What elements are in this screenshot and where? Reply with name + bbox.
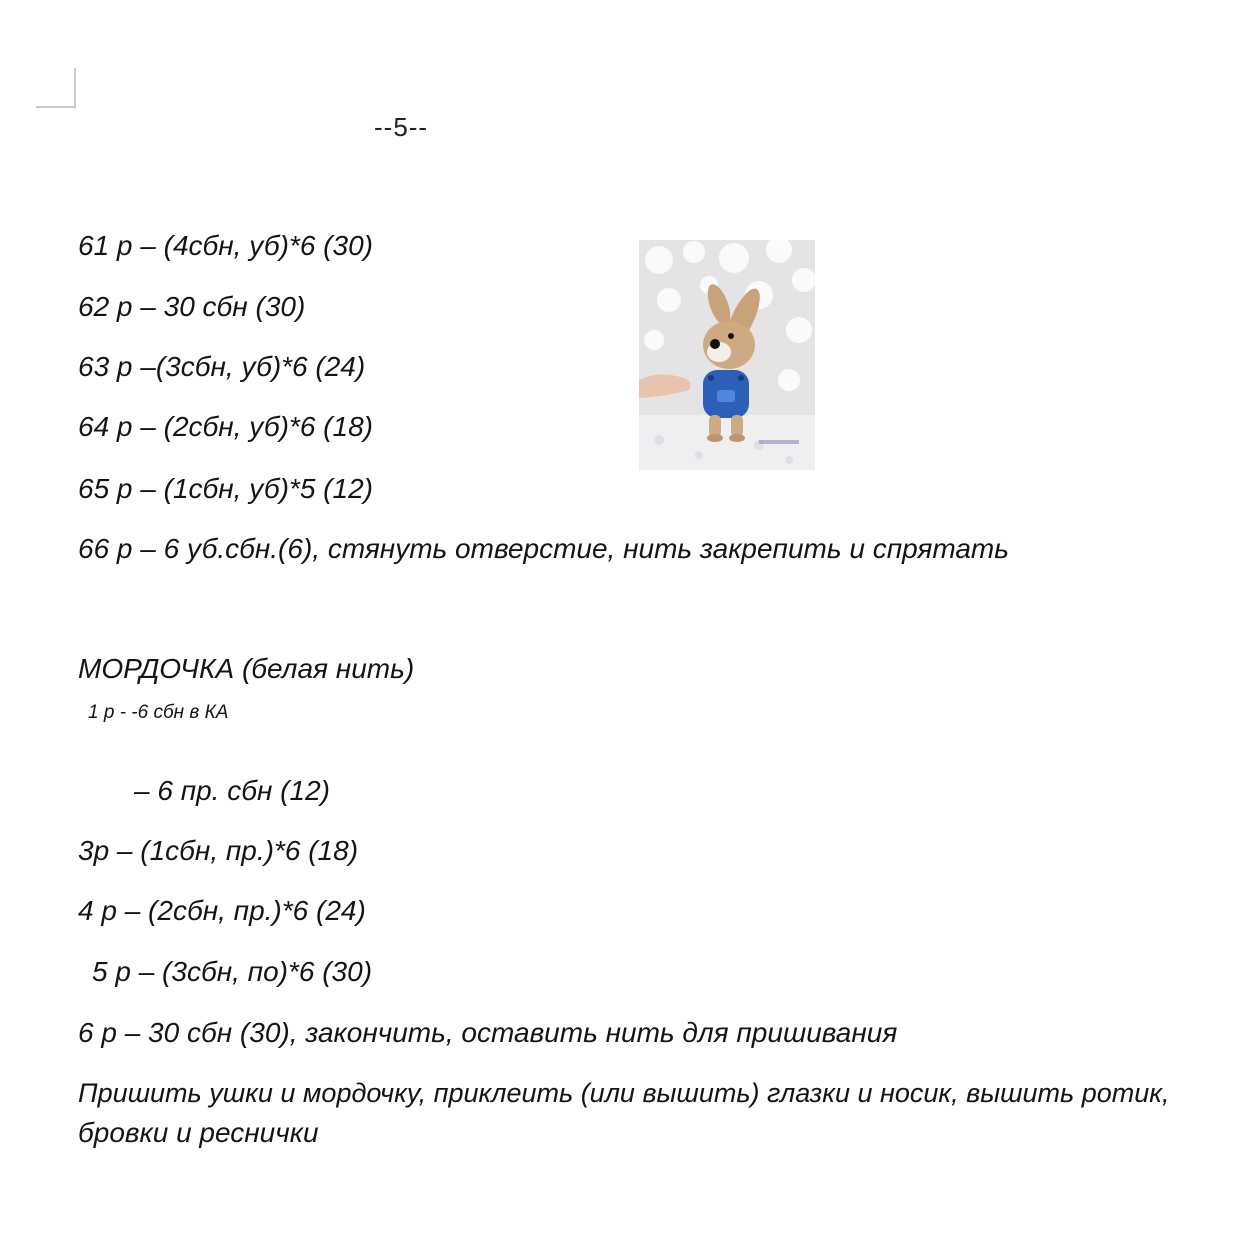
final-instruction-line-2: бровки и реснички [78,1117,319,1148]
row-61: 61 р – (4сбн, уб)*6 (30) [78,230,373,261]
row-65: 65 р – (1сбн, уб)*5 (12) [78,473,373,504]
muzzle-row-5: 5 р – (3сбн, по)*6 (30) [92,956,373,987]
muzzle-row-2: – 6 пр. сбн (12) [134,775,330,806]
muzzle-row-3: 3р – (1сбн, пр.)*6 (18) [78,835,359,866]
page-number: --5-- [374,112,429,142]
crochet-bunny-photo [639,240,815,470]
page-corner-mark [36,68,76,108]
row-63: 63 р –(3сбн, уб)*6 (24) [78,351,366,382]
row-64: 64 р – (2сбн, уб)*6 (18) [78,411,373,442]
row-62: 62 р – 30 сбн (30) [78,291,306,322]
muzzle-row-6: 6 р – 30 сбн (30), закончить, оставить нить для пришивания [78,1017,898,1048]
muzzle-heading: МОРДОЧКА (белая нить) [78,653,415,684]
muzzle-row-1: 1 р - -6 сбн в КА [88,702,229,723]
row-66: 66 р – 6 уб.сбн.(6), стянуть отверстие, нить закрепить и спрятать [78,533,1009,564]
final-instruction-line-1: Пришить ушки и мордочку, приклеить (или вышить) глазки и носик, вышить ротик, [78,1078,1170,1108]
muzzle-row-4: 4 р – (2сбн, пр.)*6 (24) [78,895,366,926]
